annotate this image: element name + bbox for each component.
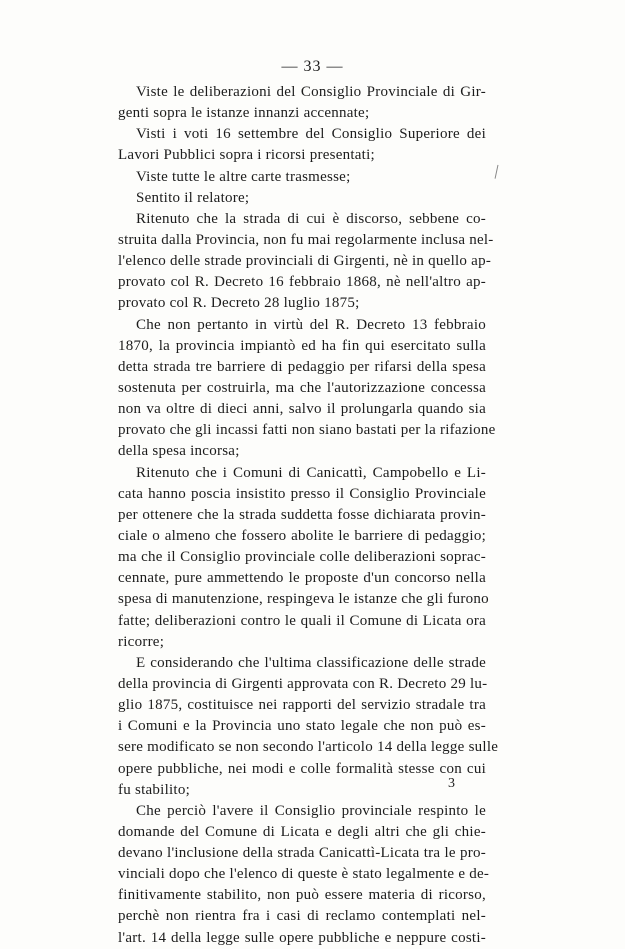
text-line: detta strada tre barriere di pedaggio per rifarsi della spesa	[118, 358, 486, 375]
text-line: vinciali dopo che l'elenco di queste è stato legalmente e de-	[118, 866, 490, 883]
text-line: Visti i voti 16 settembre del Consiglio Superiore dei	[136, 126, 486, 143]
text-line: Sentito il relatore;	[136, 189, 250, 206]
text-line: ma che il Consiglio provinciale colle deliberazioni soprac-	[118, 549, 486, 566]
text-line: struita dalla Provincia, non fu mai regolarmente inclusa nel-	[118, 231, 494, 248]
text-line: Viste tutte le altre carte trasmesse;	[136, 168, 351, 185]
text-line: Ritenuto che la strada di cui è discorso, sebbene co-	[136, 210, 486, 227]
text-line: i Comuni e la Provincia uno stato legale che non può es-	[118, 718, 486, 735]
text-line: glio 1875, costituisce nei rapporti del servizio stradale tra	[118, 697, 486, 714]
text-line: fu stabilito;	[118, 781, 190, 798]
text-line: Che perciò l'avere il Consiglio provinciale respinto le	[136, 802, 486, 819]
text-line: devano l'inclusione della strada Canicattì-Licata tra le pro-	[118, 845, 486, 862]
text-line: cennate, pure ammettendo le proposte d'un concorso nella	[118, 570, 486, 587]
text-line: perchè non rientra fra i casi di reclamo contemplati nel-	[118, 908, 486, 925]
text-line: Che non pertanto in virtù del R. Decreto 13 febbraio	[136, 316, 486, 333]
body-text	[118, 82, 499, 949]
text-line: domande del Comune di Licata e degli altri che gli chie-	[118, 823, 486, 840]
text-line: provato col R. Decreto 28 luglio 1875;	[118, 295, 360, 312]
text-line: Viste le deliberazioni del Consiglio Provinciale di Gir-	[136, 84, 486, 100]
text-line: l'art. 14 della legge sulle opere pubbliche e neppure costi-	[118, 929, 486, 946]
text-line: sere modificato se non secondo l'articolo 14 della legge sulle	[118, 739, 499, 756]
text-line: Ritenuto che i Comuni di Canicattì, Campobello e Li-	[136, 464, 486, 481]
page-number: — 33 —	[281, 58, 344, 75]
text-line: Lavori Pubblici sopra i ricorsi presentati;	[118, 147, 375, 164]
text-line: provato col R. Decreto 16 febbraio 1868, nè nell'altro ap-	[118, 274, 486, 291]
text-line: fatte; deliberazioni contro le quali il Comune di Licata ora	[118, 612, 486, 629]
text-line: non va oltre di dieci anni, salvo il prolungarla quando sia	[118, 401, 486, 418]
text-line: ciale o almeno che fossero abolite le barriere di pedaggio;	[118, 527, 486, 544]
text-line: genti sopra le istanze innanzi accennate;	[118, 105, 370, 122]
text-line: ricorre;	[118, 633, 165, 650]
text-line: finitivamente stabilito, non può essere materia di ricorso,	[118, 887, 486, 904]
text-line: della provincia di Girgenti approvata con R. Decreto 29 lu-	[118, 675, 488, 692]
text-line: della spesa incorsa;	[118, 443, 240, 460]
text-line: 1870, la provincia impiantò ed ha fin qui esercitato sulla	[118, 337, 486, 354]
margin-mark	[495, 165, 501, 179]
text-line: l'elenco delle strade provinciali di Girgenti, nè in quello ap-	[118, 253, 492, 270]
text-line: per ottenere che la strada suddetta fosse dichiarata provin-	[118, 506, 486, 523]
text-line: spesa di manutenzione, respingeva le istanze che gli furono	[118, 591, 489, 608]
text-line: E considerando che l'ultima classificazione delle strade	[136, 654, 486, 671]
text-line: provato che gli incassi fatti non siano bastati per la rifazione	[118, 422, 496, 439]
text-line: sostenuta per costruirla, ma che l'autorizzazione concessa	[118, 379, 486, 396]
text-line: cata hanno poscia insistito presso il Consiglio Provinciale	[118, 485, 486, 502]
text-line: opere pubbliche, nei modi e colle formalità stesse con cui	[118, 760, 486, 777]
signature-mark: 3	[448, 776, 455, 791]
